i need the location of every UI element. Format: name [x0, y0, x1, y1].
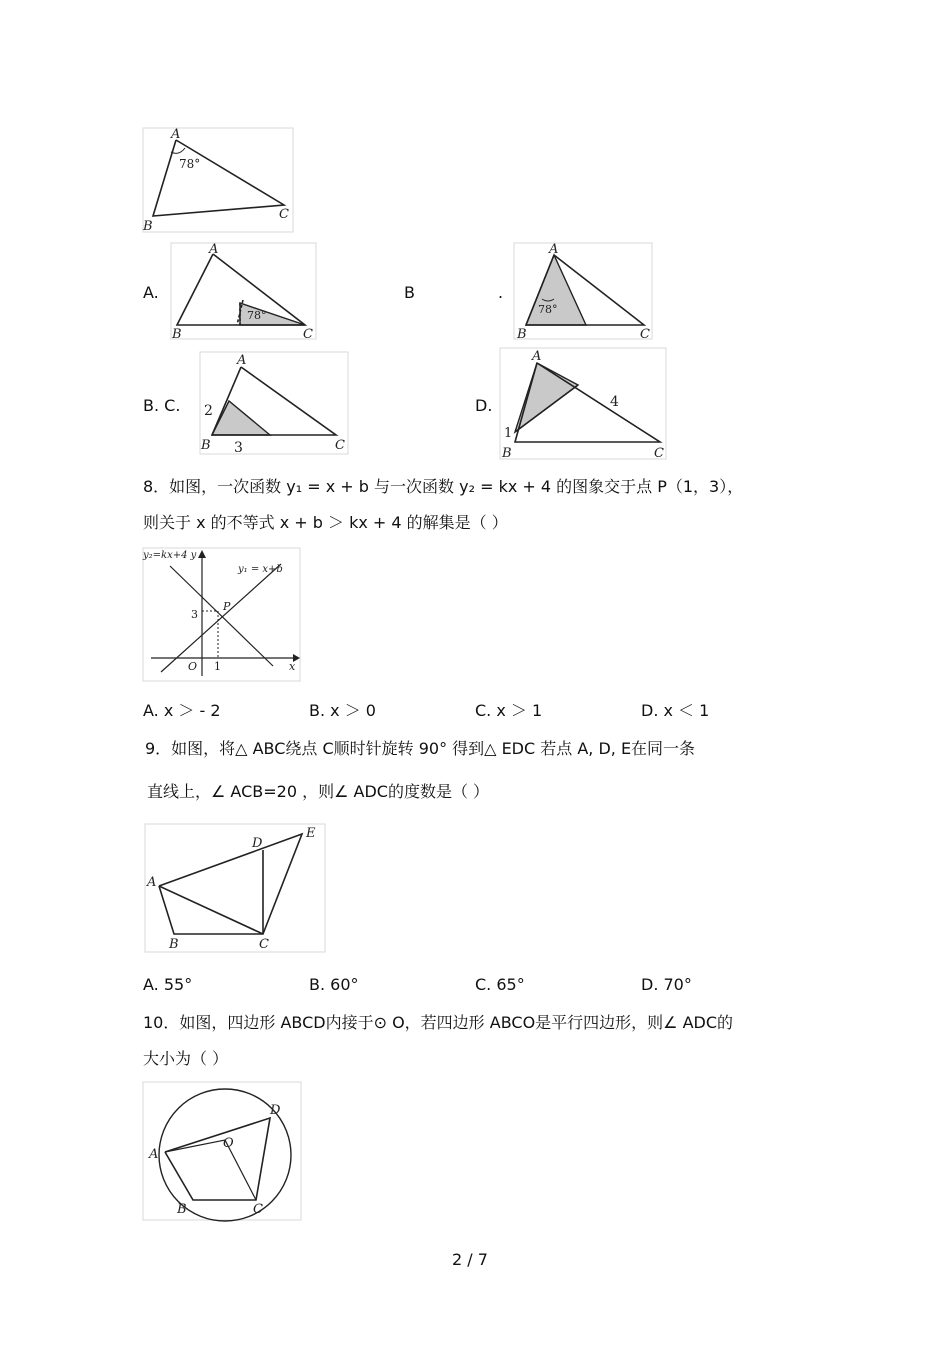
svg-text:78°: 78°	[179, 157, 201, 171]
q9-figure	[145, 824, 327, 954]
q10-figure	[143, 1082, 303, 1222]
svg-text:B: B	[517, 327, 527, 342]
svg-text:O: O	[223, 1136, 234, 1151]
q8-option-d[interactable]: D. x ＜ 1	[641, 701, 710, 720]
q7-option-b-figure	[514, 243, 654, 340]
q9-option-a[interactable]: A. 55°	[143, 975, 193, 994]
svg-text:A: A	[549, 242, 559, 257]
svg-text:A: A	[237, 353, 247, 368]
svg-text:C: C	[303, 327, 313, 342]
q7-option-c-label[interactable]: B. C.	[143, 396, 181, 415]
svg-text:2: 2	[204, 403, 213, 419]
svg-text:3: 3	[234, 440, 243, 456]
svg-text:B: B	[172, 327, 182, 342]
q7-main-figure	[143, 128, 293, 233]
svg-text:E: E	[306, 826, 316, 841]
svg-text:78°: 78°	[247, 309, 267, 322]
svg-text:4: 4	[610, 394, 619, 410]
svg-text:P: P	[223, 600, 231, 613]
q9-option-c[interactable]: C. 65°	[475, 975, 525, 994]
q10-question-line1: 10．如图，四边形 ABCD内接于⊙ O，若四边形 ABCO是平行四边形，则∠ ADC的	[143, 1013, 734, 1032]
q7-option-a-label[interactable]: A.	[143, 283, 159, 302]
svg-text:3: 3	[191, 608, 198, 621]
svg-text:A: A	[171, 127, 181, 142]
q8-option-c[interactable]: C. x ＞ 1	[475, 701, 543, 720]
q7-option-b-dot: .	[498, 283, 504, 302]
svg-text:1: 1	[504, 426, 513, 441]
svg-text:C: C	[640, 327, 650, 342]
svg-text:C: C	[259, 937, 269, 952]
svg-text:B: B	[143, 219, 153, 234]
q8-graph-figure	[143, 548, 301, 682]
q9-option-d[interactable]: D. 70°	[641, 975, 692, 994]
svg-text:O: O	[188, 660, 198, 673]
q7-option-d-figure	[500, 348, 668, 460]
svg-text:B: B	[177, 1202, 187, 1217]
svg-text:C: C	[335, 438, 345, 453]
q8-option-a[interactable]: A. x ＞ - 2	[143, 701, 221, 720]
svg-text:A: A	[532, 349, 542, 364]
svg-text:D: D	[252, 836, 263, 851]
svg-text:y₂=kx+4 y: y₂=kx+4 y	[143, 550, 197, 561]
svg-text:B: B	[169, 937, 179, 952]
svg-text:A: A	[209, 242, 219, 257]
q7-option-a-figure	[171, 243, 317, 340]
q7-option-d-label[interactable]: D.	[475, 396, 493, 415]
svg-text:y₁ = x+b: y₁ = x+b	[238, 564, 283, 575]
svg-text:B: B	[201, 438, 211, 453]
q8-option-b[interactable]: B. x ＞ 0	[309, 701, 376, 720]
page-number: 2 / 7	[452, 1250, 488, 1269]
q7-option-c-figure	[200, 352, 350, 455]
svg-text:1: 1	[214, 660, 221, 673]
q10-question-line2: 大小为（ ）	[143, 1049, 229, 1068]
svg-text:C: C	[253, 1202, 263, 1217]
q9-question-line2: 直线上，∠ ACB=20 ，则∠ ADC的度数是（ ）	[147, 782, 490, 801]
svg-text:C: C	[279, 207, 289, 222]
svg-text:A: A	[149, 1147, 159, 1162]
q8-question-line2: 则关于 x 的不等式 x + b ＞ kx + 4 的解集是（ ）	[143, 513, 508, 532]
svg-text:A: A	[147, 875, 157, 890]
q9-option-b[interactable]: B. 60°	[309, 975, 359, 994]
q8-question-line1: 8．如图，一次函数 y₁ = x + b 与一次函数 y₂ = kx + 4 的图象交于点 P（1，3），	[143, 477, 744, 496]
q7-option-b-label[interactable]: B	[404, 283, 415, 302]
svg-text:x: x	[289, 660, 296, 673]
svg-text:B: B	[502, 446, 512, 461]
svg-text:D: D	[270, 1103, 281, 1118]
svg-text:C: C	[654, 446, 664, 461]
svg-text:78°: 78°	[538, 303, 558, 316]
q9-question-line1: 9．如图，将△ ABC绕点 C顺时针旋转 90° 得到△ EDC 若点 A, D, E在同一条	[145, 739, 696, 758]
